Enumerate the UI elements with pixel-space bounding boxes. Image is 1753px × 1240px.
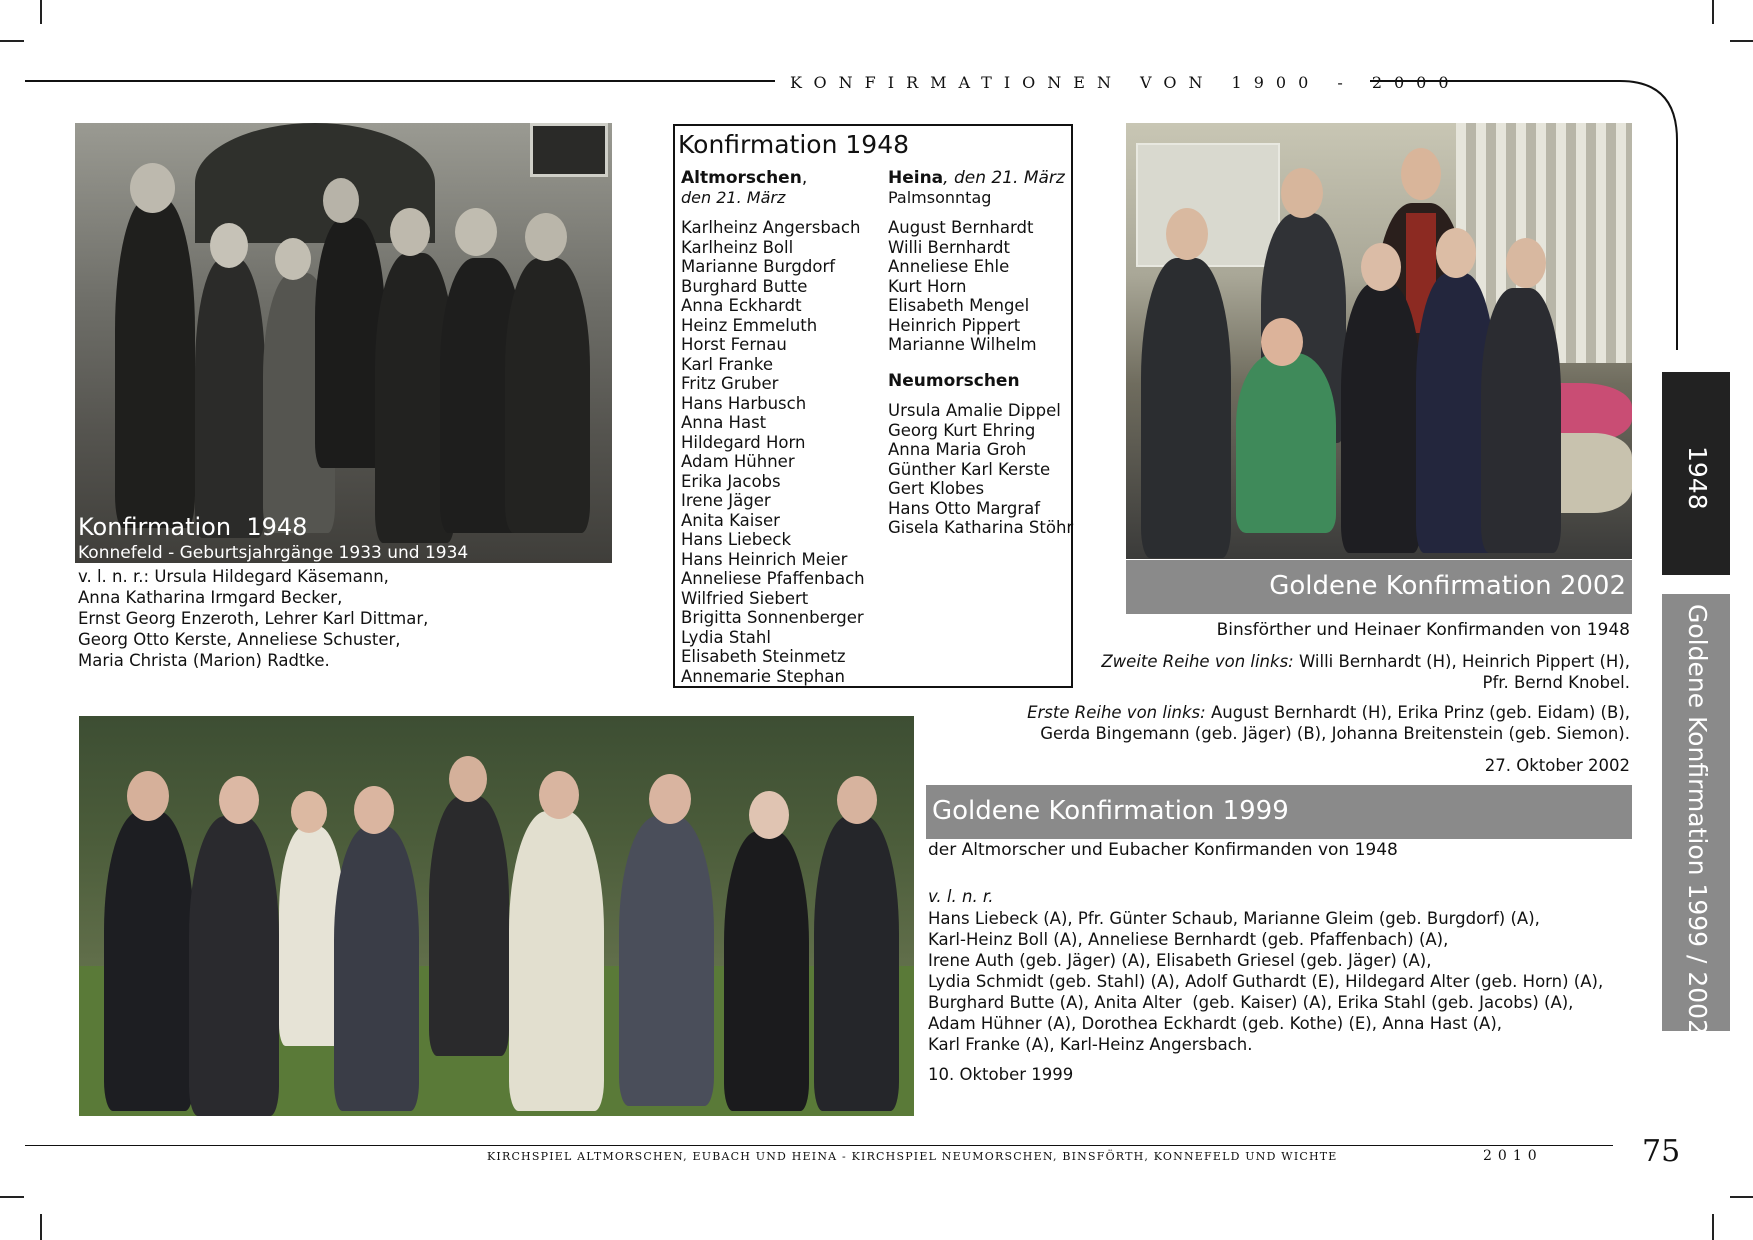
person [429, 796, 509, 1056]
altmorschen-list [681, 218, 865, 686]
names-box [673, 124, 1073, 688]
crop-mark [1730, 1196, 1753, 1198]
name-list-item: Gisela Katharina Stöhr [888, 518, 1074, 537]
name-list-item: Georg Kurt Ehring [888, 420, 1036, 440]
crop-mark [1712, 0, 1714, 24]
name-list-item: Irene Jäger [681, 491, 771, 510]
head [539, 771, 579, 819]
name-list-item: Ursula Amalie Dippel [888, 401, 1061, 420]
name-list-item: Wilfried Siebert [681, 588, 809, 608]
box-title: Konfirmation 1948 [678, 130, 910, 159]
photo-konfirmation-1948 [75, 123, 612, 563]
head [390, 208, 430, 256]
gold2002-title: Goldene Konfirmation 2002 [1269, 571, 1626, 601]
head [1361, 243, 1401, 291]
head [1281, 168, 1323, 218]
name-list-item: Fritz Gruber [681, 374, 779, 393]
gold1999-names: Hans Liebeck (A), Pfr. Günter Schaub, Marianne Gleim (geb. Burgdorf) (A), Karl-Heinz Boll (A), Anneliese Bernhardt (geb. Pfaffenbach) (A), Irene Auth (geb. Jäger) (A), Elisabeth Griesel (geb. Jäger) (A), Lydia Schmidt (geb. Stahl) (A), Adolf Guthardt (E), Hildegard Alter (geb. Horn) (A), Burghard Butte (A), Anita Alter (geb. Kaiser) (A), Erika Stahl (geb. Jacobs) (A), Adam Hühner (A), Dorothea Eckhardt (geb. Kothe) (E), Anna Hast (A), Karl Franke (A), Karl-Heinz Angersbach. [928, 909, 1604, 1054]
heina-heading: Heina, den 21. März [888, 168, 1065, 188]
crop-mark [40, 1214, 42, 1240]
name-list-item: Heinrich Pippert [888, 315, 1021, 335]
name-list-item: Anneliese Pfaffenbach [681, 569, 865, 588]
name-list-item: Karl Franke [681, 354, 774, 374]
head [749, 791, 789, 839]
side-tab-title-label: Goldene Konfirmation 1999 / 2002 [1683, 604, 1712, 1035]
footer-text: KIRCHSPIEL ALTMORSCHEN, EUBACH UND HEINA - KIRCHSPIEL NEUMORSCHEN, BINSFÖRTH, KONNEFELD UND WICHTE [487, 1150, 1338, 1163]
name-list-item: Hildegard Horn [681, 432, 806, 452]
head [323, 178, 359, 223]
name-list-item: Hans Otto Margraf [888, 498, 1041, 518]
footer-rule [25, 1145, 1613, 1146]
name-list-item: Karlheinz Angersbach [681, 218, 861, 237]
name-list-item: Adam Hühner [681, 452, 795, 471]
person [509, 811, 604, 1111]
person [724, 831, 809, 1111]
name-list-item: Hans Harbusch [681, 393, 807, 413]
side-tab-year-label: 1948 [1683, 446, 1712, 510]
side-tab-title [1662, 594, 1730, 1035]
name-list-item: August Bernhardt [888, 218, 1034, 237]
head [455, 208, 497, 256]
name-list-item: Gert Klobes [888, 479, 985, 498]
head [1401, 148, 1441, 200]
name-list-item: Marianne Burgdorf [681, 257, 836, 276]
person [334, 826, 419, 1111]
name-list-item: Hans Heinrich Meier [681, 549, 848, 569]
head [1166, 208, 1208, 260]
crop-mark [1712, 1214, 1714, 1240]
person [195, 258, 265, 538]
side-tab-year [1662, 372, 1730, 575]
name-list-item: Karlheinz Boll [681, 237, 794, 257]
name-list-item: Anna Maria Groh [888, 440, 1027, 459]
name-list-item: Brigitta Sonnenberger [681, 608, 864, 627]
name-list-item: Kurt Horn [888, 276, 967, 296]
gold2002-row2b: Pfr. Bernd Knobel. [1482, 673, 1630, 692]
head [354, 786, 394, 834]
person [104, 811, 194, 1111]
head [275, 238, 311, 280]
person [115, 198, 195, 528]
gold2002-date: 27. Oktober 2002 [1484, 756, 1630, 775]
head [219, 776, 259, 824]
gold1999-subtitle: der Altmorscher und Eubacher Konfirmanden von 1948 [928, 840, 1398, 860]
crop-mark [40, 0, 42, 24]
person [1341, 283, 1421, 553]
crop-mark [0, 40, 24, 42]
name-list-item: Elisabeth Steinmetz [681, 647, 846, 666]
head [525, 213, 567, 261]
footer-year: 2010 [1483, 1148, 1543, 1164]
head [837, 776, 877, 824]
name-list-item: Heinz Emmeluth [681, 315, 818, 335]
photo1-subtitle: Konnefeld - Geburtsjahrgänge 1933 und 1934 [78, 543, 469, 563]
head [210, 223, 248, 268]
name-list-item: Anna Eckhardt [681, 296, 802, 315]
name-list-item: Willi Bernhardt [888, 237, 1010, 257]
altmorschen-heading: Altmorschen, [681, 168, 808, 188]
gold1999-title-bar [926, 785, 1632, 839]
gold2002-line1: Binsförther und Heinaer Konfirmanden von 1948 [1216, 620, 1630, 640]
name-list-item: Lydia Stahl [681, 627, 771, 647]
photo1-title: Konfirmation 1948 [78, 513, 308, 541]
head [127, 771, 169, 821]
header-title: KONFIRMATIONEN VON 1900 - 2000 [790, 73, 1461, 92]
window-graphic [530, 123, 608, 177]
altmorschen-date: den 21. März [681, 188, 786, 207]
person [1481, 288, 1561, 553]
name-list-item: Annemarie Stephan [681, 666, 845, 686]
photo1-caption: v. l. n. r.: Ursula Hildegard Käsemann, Anna Katharina Irmgard Becker, Ernst Georg Enzeroth, Lehrer Karl Dittmar, Georg Otto Kerste, Anneliese Schuster, Maria Christa (Marion) Radtke. [78, 567, 429, 670]
person [619, 816, 714, 1106]
head [1436, 228, 1476, 278]
name-list-item: Elisabeth Mengel [888, 296, 1030, 315]
photo-goldene-konfirmation-1999 [79, 716, 914, 1116]
head [1261, 318, 1303, 366]
head [1506, 238, 1546, 288]
name-list-item: Anna Hast [681, 413, 767, 432]
gold2002-row2a: Zweite Reihe von links: Willi Bernhardt (H), Heinrich Pippert (H), [1101, 652, 1630, 671]
neumorschen-heading: Neumorschen [888, 371, 1020, 391]
name-list-item: Anneliese Ehle [888, 257, 1010, 276]
heina-subdate: Palmsonntag [888, 188, 992, 207]
person [505, 258, 590, 533]
head [130, 163, 175, 213]
gold1999-date: 10. Oktober 1999 [928, 1065, 1074, 1084]
person [189, 816, 279, 1116]
name-list-item: Horst Fernau [681, 335, 787, 354]
name-list-item: Hans Liebeck [681, 530, 791, 549]
heina-list [888, 218, 1037, 355]
name-list-item: Burghard Butte [681, 276, 808, 296]
page-number: 75 [1642, 1134, 1681, 1169]
window-graphic [1136, 143, 1280, 267]
person [814, 816, 899, 1111]
gold2002-row1a: Erste Reihe von links: August Bernhardt (H), Erika Prinz (geb. Eidam) (B), [1027, 703, 1630, 722]
neumorschen-list [888, 401, 1073, 538]
name-list-item: Günther Karl Kerste [888, 459, 1051, 479]
head [449, 756, 487, 802]
gold1999-title: Goldene Konfirmation 1999 [932, 796, 1289, 826]
gold2002-row1b: Gerda Bingemann (geb. Jäger) (B), Johanna Breitenstein (geb. Siemon). [1040, 724, 1630, 743]
person [1236, 353, 1336, 533]
head [291, 791, 327, 833]
crop-mark [1730, 40, 1753, 42]
person [1141, 258, 1231, 558]
crop-mark [0, 1196, 24, 1198]
name-list-item: Marianne Wilhelm [888, 335, 1037, 354]
name-list-item: Anita Kaiser [681, 510, 780, 530]
gold2002-title-bar [1126, 560, 1632, 614]
photo-goldene-konfirmation-2002 [1126, 123, 1632, 559]
name-list-item: Erika Jacobs [681, 471, 781, 491]
header-rule-left [25, 80, 775, 82]
gold1999-vlnr: v. l. n. r. [928, 887, 994, 906]
head [649, 774, 691, 824]
